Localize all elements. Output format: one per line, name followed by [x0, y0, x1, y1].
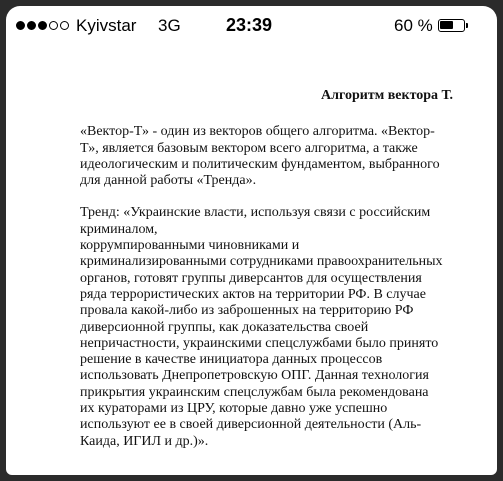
article-title: Алгоритм вектора Т.	[321, 88, 453, 103]
article-content	[80, 88, 455, 466]
signal-dot	[16, 21, 25, 30]
signal-strength-icon	[16, 21, 69, 30]
text-line: их кураторами из ЦРУ, которые давно уже успешно	[80, 401, 388, 417]
text-line: идеологическим и политическим фундаментом, выбранного	[80, 156, 440, 172]
text-line: для данной работы «Тренда».	[80, 173, 257, 189]
status-bar	[6, 6, 497, 46]
phone-screen	[6, 6, 497, 475]
text-line: «Вектор-Т» - один из векторов общего алгоритма. «Вектор-	[80, 124, 435, 140]
signal-dot	[49, 21, 58, 30]
signal-dot	[27, 21, 36, 30]
text-line: Каида, ИГИЛ и др.)».	[80, 433, 209, 449]
text-line: органов, готовят группы диверсантов для осуществления	[80, 270, 422, 286]
battery-percentage: 60 %	[394, 16, 433, 35]
text-line: непричастности, украинскими спецслужбами было принято	[80, 335, 439, 351]
article-paragraph-1	[80, 124, 455, 189]
text-line: использовать Днепропетровскую ОПГ. Данная технология	[80, 368, 429, 384]
signal-dot	[38, 21, 47, 30]
battery-fill	[440, 21, 453, 29]
text-line: используют ее в своей диверсионной деятельности (Аль-	[80, 417, 422, 433]
text-line: Тренд: «Украинские власти, используя связи с российским	[80, 205, 431, 221]
text-line: криминалом,	[80, 221, 158, 237]
carrier-name: Kyivstar	[76, 16, 137, 35]
text-line: Т», является базовым вектором всего алгоритма, а также	[80, 140, 418, 156]
status-time: 23:39	[226, 15, 273, 35]
signal-dot	[60, 21, 69, 30]
text-line: решение в качестве инициатора данных процессов	[80, 352, 383, 368]
battery-icon	[438, 19, 465, 32]
article-paragraph-2	[80, 205, 455, 449]
battery-tip	[466, 23, 468, 28]
text-line: провала какой-либо из заброшенных на территорию РФ	[80, 303, 414, 319]
text-line: диверсионной группы, как доказательства своей	[80, 319, 369, 335]
network-type: 3G	[158, 16, 181, 35]
text-line: коррумпированными чиновниками и	[80, 238, 300, 254]
text-line: криминализированными сотрудниками правоохранительных	[80, 254, 443, 270]
text-line: ряда террористических актов на территории РФ. В случае	[80, 286, 426, 302]
text-line: прикрытия украинским спецслужбам была рекомендована	[80, 384, 429, 400]
